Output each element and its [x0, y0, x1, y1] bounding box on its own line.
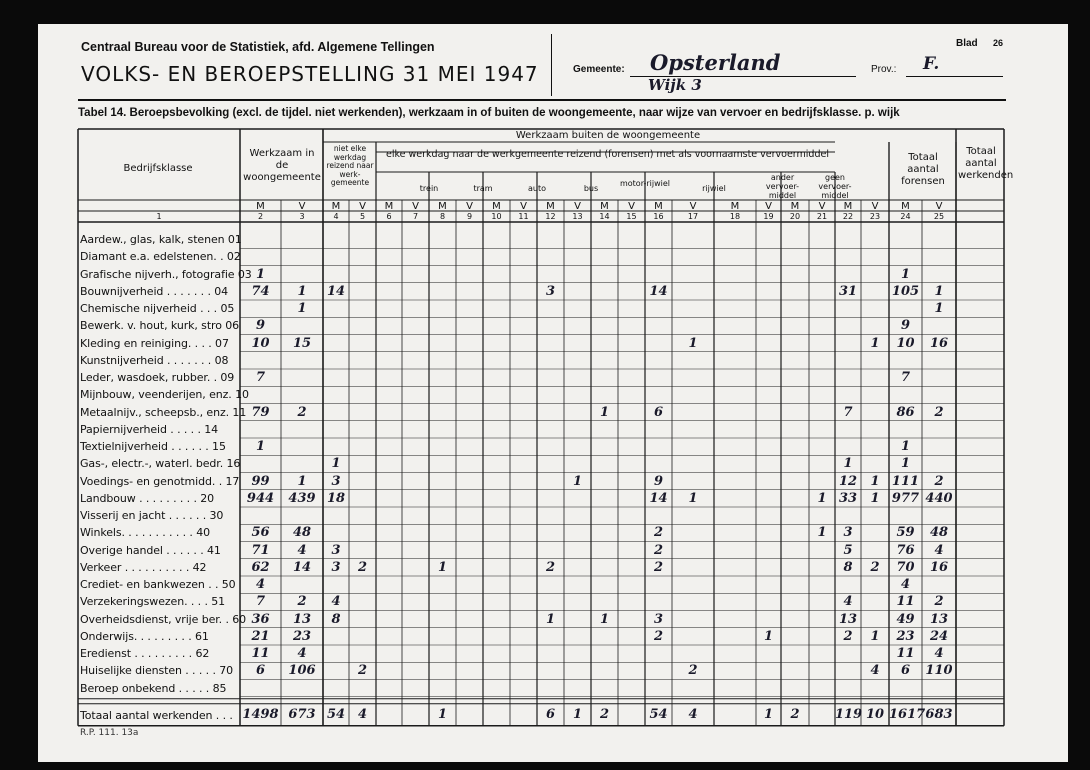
col-header-werkzaam-in: Werkzaam in de woongemeente: [243, 148, 321, 183]
cell-value: 59: [896, 525, 915, 541]
mv-label: M: [384, 201, 394, 212]
cell-value: 1: [900, 439, 911, 454]
prov-value: F.: [923, 54, 940, 74]
col-header-bedrijfsklasse: Bedrijfsklasse: [123, 163, 193, 174]
mv-label: V: [871, 201, 879, 212]
cell-value: 7: [900, 370, 911, 385]
cell-value: 1: [934, 283, 944, 299]
cell-value: 4: [255, 577, 266, 592]
cell-value: 10: [896, 335, 915, 351]
col-number: 10: [491, 212, 502, 221]
cell-value: 4: [870, 663, 880, 679]
mv-label: M: [730, 201, 740, 212]
col-number: 16: [653, 212, 664, 221]
cell-value: 2: [653, 525, 664, 541]
row-label: Metaalnijv., scheepsb., enz. 11: [80, 405, 247, 419]
total-row-label: Totaal aantal werkenden . . .: [80, 708, 233, 722]
cell-value: 5: [843, 542, 853, 558]
cell-value: 11: [251, 646, 270, 661]
row-label: Bewerk. v. hout, kurk, stro 06: [80, 319, 240, 333]
total-cell-value: 673: [288, 706, 316, 722]
cell-value: 1: [763, 628, 774, 644]
cell-value: 11: [896, 646, 915, 661]
total-cell-value: 1498: [242, 706, 279, 722]
cell-value: 48: [292, 525, 312, 541]
row-label: Chemische nijverheid . . . 05: [80, 302, 235, 315]
cell-value: 99: [251, 473, 270, 489]
total-cell-value: 1: [572, 706, 583, 722]
row-label: Beroep onbekend . . . . . 85: [80, 681, 227, 695]
cell-value: 70: [896, 559, 915, 575]
cell-value: 1: [688, 335, 698, 351]
wijk-value: Wijk 3: [648, 76, 702, 94]
mv-label: M: [331, 201, 341, 212]
gemeente-value: Opsterland: [650, 50, 781, 75]
cell-value: 1: [817, 490, 827, 506]
cell-value: 12: [838, 473, 858, 489]
cell-value: 18: [326, 490, 346, 506]
row-label: Huiselijke diensten . . . . . 70: [80, 664, 234, 678]
col-header-motor: motor-rijwiel: [619, 179, 671, 188]
cell-value: 439: [288, 490, 316, 506]
cell-value: 8: [331, 611, 341, 627]
census-form-sheet: [38, 24, 1068, 762]
col-number: 22: [842, 212, 854, 221]
row-label: Overige handel . . . . . . 41: [80, 543, 221, 557]
cell-value: 9: [900, 318, 911, 334]
cell-value: 1: [934, 301, 944, 316]
total-cell-value: 4: [357, 706, 368, 722]
cell-value: 110: [925, 663, 953, 679]
cell-value: 1: [870, 628, 880, 644]
cell-value: 4: [331, 594, 341, 610]
row-label: Diamant e.a. edelstenen. . 02: [80, 250, 241, 264]
total-cell-value: 54: [649, 706, 668, 722]
cell-value: 56: [251, 525, 270, 541]
col-number: 3: [299, 212, 305, 221]
col-number: 24: [900, 212, 911, 221]
total-cell-value: 10: [865, 706, 885, 722]
mv-label: V: [765, 201, 772, 212]
row-label: Bouwnijverheid . . . . . . . 04: [80, 284, 229, 298]
cell-value: 16: [929, 335, 949, 351]
cell-value: 3: [331, 542, 341, 558]
blad-label: Blad: [956, 38, 978, 49]
cell-value: 1: [255, 266, 266, 282]
cell-value: 2: [545, 559, 556, 575]
cell-value: 2: [934, 594, 944, 610]
mv-label: M: [438, 201, 447, 212]
row-label: Winkels. . . . . . . . . . . 40: [80, 526, 211, 540]
cell-value: 21: [251, 628, 270, 644]
form-title: VOLKS- EN BEROEPSTELLING 31 MEI 1947: [81, 62, 539, 86]
col-number: 18: [729, 212, 741, 221]
cell-value: 7: [843, 404, 853, 420]
col-header-rijwiel: rijwiel: [702, 184, 726, 193]
cell-value: 4: [297, 542, 307, 558]
cell-value: 48: [929, 525, 949, 541]
cell-value: 74: [251, 283, 270, 299]
cell-value: 4: [934, 542, 944, 558]
row-label: Leder, wasdoek, rubber. . 09: [80, 371, 235, 384]
cell-value: 11: [896, 594, 915, 610]
mv-label: M: [901, 201, 910, 212]
form-code: R.P. 111. 13a: [80, 728, 139, 738]
cell-value: 36: [251, 611, 270, 627]
mv-label: M: [600, 201, 609, 212]
cell-value: 105: [891, 283, 920, 299]
col-number: 7: [412, 212, 419, 221]
blad-number: 26: [993, 38, 1004, 48]
col-number: 23: [869, 212, 881, 221]
table-title: Tabel 14. Beroepsbevolking (excl. de tijdel. niet werkenden), werkzaam in of buiten de woongemeente, naar wijze van vervoer en bedrijfsklasse. p. wijk: [78, 107, 900, 119]
cell-value: 1: [870, 473, 880, 489]
cell-value: 23: [896, 628, 915, 644]
total-cell-value: 1: [437, 706, 448, 722]
cell-value: 2: [870, 559, 880, 575]
cell-value: 31: [838, 283, 858, 299]
total-cell-value: 1: [763, 706, 774, 722]
cell-value: 1: [900, 456, 911, 472]
row-label: Eredienst . . . . . . . . . 62: [80, 647, 210, 660]
col-header-elke-werkdag: elke werkdag naar de werkgemeente reizend (forensen) met als voornaamste vervoermiddel: [386, 149, 829, 160]
col-header-trein: trein: [419, 184, 439, 193]
row-label: Overheidsdienst, vrije ber. . 60: [80, 612, 247, 626]
cell-value: 2: [297, 404, 307, 420]
cell-value: 9: [653, 473, 664, 489]
cell-value: 1: [870, 490, 880, 506]
total-cell-value: 6: [545, 706, 556, 722]
cell-value: 3: [331, 473, 341, 489]
cell-value: 1: [297, 283, 307, 299]
col-header-niet-elke: niet elke werkdag reizend naar werk-gemeente: [326, 144, 374, 187]
cell-value: 1: [870, 335, 880, 351]
cell-value: 23: [292, 628, 312, 644]
col-header-geen: geen vervoer-middel: [818, 173, 852, 200]
col-number: 14: [599, 212, 610, 221]
cell-value: 1: [843, 456, 853, 472]
mv-label: V: [520, 201, 527, 212]
col-number: 25: [933, 212, 945, 221]
cell-value: 2: [688, 663, 698, 679]
mv-label: V: [689, 201, 697, 212]
cell-value: 4: [843, 594, 853, 610]
cell-value: 1: [297, 301, 307, 316]
cell-value: 6: [653, 404, 664, 420]
cell-value: 79: [251, 404, 270, 420]
cell-value: 2: [297, 594, 307, 610]
cell-value: 86: [896, 404, 915, 420]
cell-value: 71: [251, 542, 270, 558]
prov-label: Prov.:: [871, 64, 897, 75]
cell-value: 24: [929, 628, 949, 644]
col-number: 11: [518, 212, 529, 221]
total-cell-value: 2: [599, 706, 610, 722]
mv-label: V: [574, 201, 581, 212]
mv-label: V: [818, 201, 826, 212]
cell-value: 14: [649, 490, 668, 506]
cell-value: 2: [653, 628, 664, 644]
row-label: Papiernijverheid . . . . . 14: [80, 422, 219, 436]
row-label: Visserij en jacht . . . . . . 30: [80, 509, 224, 522]
cell-value: 3: [545, 283, 556, 299]
cell-value: 2: [653, 559, 664, 575]
row-label: Voedings- en genotmidd. . 17: [80, 474, 240, 488]
row-label: Grafische nijverh., fotografie 03: [80, 267, 252, 281]
cell-value: 13: [292, 611, 312, 627]
cell-value: 4: [900, 577, 911, 592]
col-number: 19: [763, 212, 774, 221]
cell-value: 2: [934, 473, 944, 489]
total-cell-value: 1617: [889, 706, 926, 722]
col-header-ander: ander vervoer-middel: [765, 173, 800, 200]
cell-value: 16: [929, 559, 949, 575]
row-label: Textielnijverheid . . . . . . 15: [80, 440, 226, 453]
col-number: 12: [545, 212, 556, 221]
col-header-auto: auto: [527, 184, 546, 193]
cell-value: 49: [896, 611, 915, 627]
mv-label: V: [466, 201, 473, 212]
cell-value: 1: [297, 473, 307, 489]
cell-value: 33: [838, 490, 858, 506]
cell-value: 1: [255, 439, 266, 454]
cell-value: 111: [891, 473, 920, 489]
col-number: 20: [789, 212, 801, 221]
cell-value: 1: [437, 559, 448, 575]
col-header-totaal-werkenden: Totaal aantal werkenden: [958, 146, 1014, 181]
total-cell-value: 4: [688, 706, 698, 722]
cell-value: 14: [292, 559, 312, 575]
cell-value: 1: [817, 525, 827, 541]
cell-value: 106: [288, 663, 316, 679]
col-header-werkzaam-buiten: Werkzaam buiten de woongemeente: [515, 130, 701, 141]
cell-value: 1: [331, 456, 341, 472]
cell-value: 1: [688, 490, 698, 506]
cell-value: 3: [331, 559, 341, 575]
col-number: 15: [626, 212, 637, 221]
mv-label: V: [628, 201, 635, 212]
cell-value: 4: [297, 646, 307, 661]
cell-value: 8: [843, 559, 853, 575]
col-header-tram: tram: [473, 184, 493, 193]
row-label: Kleding en reiniging. . . . 07: [80, 336, 229, 350]
mv-label: M: [492, 201, 501, 212]
mv-label: M: [256, 201, 265, 212]
cell-value: 2: [653, 542, 664, 558]
mv-label: V: [412, 201, 419, 212]
mv-label: M: [654, 201, 663, 212]
cell-value: 76: [896, 542, 915, 558]
cell-value: 10: [251, 335, 270, 351]
col-header-totaal-forensen: Totaal aantal forensen: [901, 152, 945, 187]
row-label: Kunstnijverheid . . . . . . . 08: [80, 353, 229, 367]
cell-value: 14: [649, 283, 668, 299]
cell-value: 6: [255, 663, 266, 679]
cell-value: 6: [900, 663, 911, 679]
col-header-bus: bus: [583, 184, 599, 193]
mv-label: V: [298, 201, 306, 212]
cell-value: 13: [929, 611, 949, 627]
cell-value: 1: [545, 611, 556, 627]
total-cell-value: 54: [326, 706, 346, 722]
cell-value: 2: [934, 404, 944, 420]
cell-value: 2: [357, 559, 368, 575]
cell-value: 440: [925, 490, 953, 506]
cell-value: 977: [891, 490, 920, 506]
col-number: 8: [439, 212, 446, 221]
cell-value: 62: [251, 559, 270, 575]
cell-value: 944: [246, 490, 275, 506]
cell-value: 1: [572, 473, 583, 489]
col-number: 2: [257, 212, 264, 221]
col-number: 9: [466, 212, 473, 221]
row-label: Gas-, electr.-, waterl. bedr. 16: [80, 457, 241, 471]
cell-value: 2: [843, 628, 853, 644]
cell-value: 14: [326, 283, 346, 299]
cell-value: 1: [599, 404, 610, 420]
mv-label: V: [935, 201, 943, 212]
col-number: 6: [386, 212, 392, 221]
mv-label: M: [790, 201, 800, 212]
col-number: 21: [816, 212, 828, 221]
col-number: 4: [333, 212, 339, 221]
total-cell-value: 2: [790, 706, 800, 722]
cell-value: 3: [843, 525, 853, 541]
bureau-line: Centraal Bureau voor de Statistiek, afd. Algemene Tellingen: [81, 40, 435, 54]
mv-label: V: [359, 201, 366, 212]
row-label: Verzekeringswezen. . . . 51: [80, 595, 226, 609]
cell-value: 1: [599, 611, 610, 627]
row-label: Landbouw . . . . . . . . . 20: [80, 491, 215, 505]
cell-value: 1: [900, 266, 911, 282]
gemeente-label: Gemeente:: [573, 64, 625, 75]
cell-value: 13: [838, 611, 858, 627]
cell-value: 2: [357, 663, 368, 679]
mv-label: M: [843, 201, 853, 212]
col-number: 5: [359, 212, 366, 221]
row-label: Mijnbouw, veenderijen, enz. 10: [80, 388, 249, 402]
cell-value: 4: [934, 646, 944, 661]
cell-value: 3: [653, 611, 664, 627]
cell-value: 7: [255, 370, 266, 385]
cell-value: 9: [255, 318, 266, 334]
col-number: 13: [572, 212, 583, 221]
row-label: Aardew., glas, kalk, stenen 01: [80, 233, 242, 246]
col-number: 1: [156, 212, 162, 221]
row-label: Crediet- en bankwezen . . 50: [80, 578, 236, 591]
row-label: Onderwijs. . . . . . . . . 61: [80, 629, 209, 643]
total-cell-value: 119: [835, 706, 863, 722]
table-layer: [38, 24, 1068, 762]
col-number: 17: [687, 212, 699, 221]
cell-value: 7: [255, 594, 266, 610]
row-label: Verkeer . . . . . . . . . . 42: [80, 560, 207, 574]
cell-value: 15: [292, 335, 312, 351]
total-cell-value: 683: [925, 706, 953, 722]
mv-label: M: [546, 201, 555, 212]
